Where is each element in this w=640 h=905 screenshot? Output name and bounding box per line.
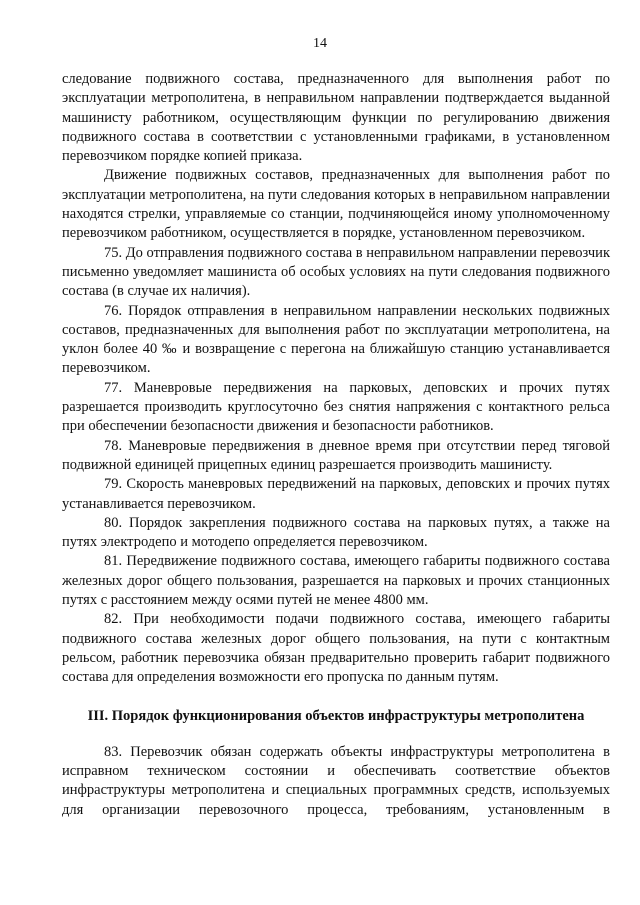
paragraph-75: 75. До отправления подвижного состава в неправильном направлении перевозчик письменно уведомляет машиниста об особых условиях на пути следования подвижного состава (в случае их наличия). [62, 244, 610, 300]
document-body [62, 70, 610, 820]
paragraph-77: 77. Маневровые передвижения на парковых, деповских и прочих путях разрешается производить круглосуточно без снятия напряжения с контактного рельса при обеспечении безопасности движения и безопасности работников. [62, 379, 610, 435]
paragraph-76: 76. Порядок отправления в неправильном направлении нескольких подвижных составов, предназначенных для выполнения работ по эксплуатации метрополитена, на уклон более 40 ‰ и возвращение с перегона на ближайшую станцию устанавливается перевозчиком. [62, 302, 610, 377]
paragraph-continuation: следование подвижного состава, предназначенного для выполнения работ по эксплуатации метрополитена, в неправильном направлении подтверждается выданной машинисту работником, осуществляющим функции по регулированию движения подвижного состава в соответствии с установленными графиками, в установленном перевозчиком порядке копией приказа. [62, 71, 610, 165]
paragraph-80: 80. Порядок закрепления подвижного состава на парковых путях, а также на путях электродепо и мотодепо определяется перевозчиком. [62, 514, 610, 551]
section-heading: III. Порядок функционирования объектов инфраструктуры метрополитена [87, 707, 585, 724]
paragraph-81: 81. Передвижение подвижного состава, имеющего габариты подвижного состава железных дорог общего пользования, разрешается на парковых и прочих станционных путях с расстоянием между осями путей не менее 4800 мм. [62, 553, 610, 609]
paragraph-78: 78. Маневровые передвижения в дневное время при отсутствии перед тяговой подвижной единицей прицепных единиц разрешается производить машинисту. [62, 437, 610, 473]
paragraph-79: 79. Скорость маневровых передвижений на парковых, деповских и прочих путях устанавливается перевозчиком. [62, 476, 610, 512]
paragraph-82: 82. При необходимости подачи подвижного состава, имеющего габариты подвижного состава железных дорог общего пользования, на пути с контактным рельсом, работник перевозчика обязан предварительно проверить габарит подвижного состава для определения возможности его пропуска по данным путям. [62, 611, 610, 686]
paragraph-movement-switches: Движение подвижных составов, предназначенных для выполнения работ по эксплуатации метрополитена, на пути следования которых в неправильном направлении находятся стрелки, управляемые со станции, подчиняющейся иному уполномоченному перевозчиком работником, осуществляется в порядке, установленном перевозчиком. [62, 167, 610, 242]
page-number: 14 [313, 36, 327, 51]
paragraph-83: 83. Перевозчик обязан содержать объекты инфраструктуры метрополитена в исправном техническом состоянии и обеспечивать соответствие объектов инфраструктуры метрополитена и специальных программных средств, используемых для организации перевозочного процесса, требованиям, установленным в [62, 743, 610, 818]
